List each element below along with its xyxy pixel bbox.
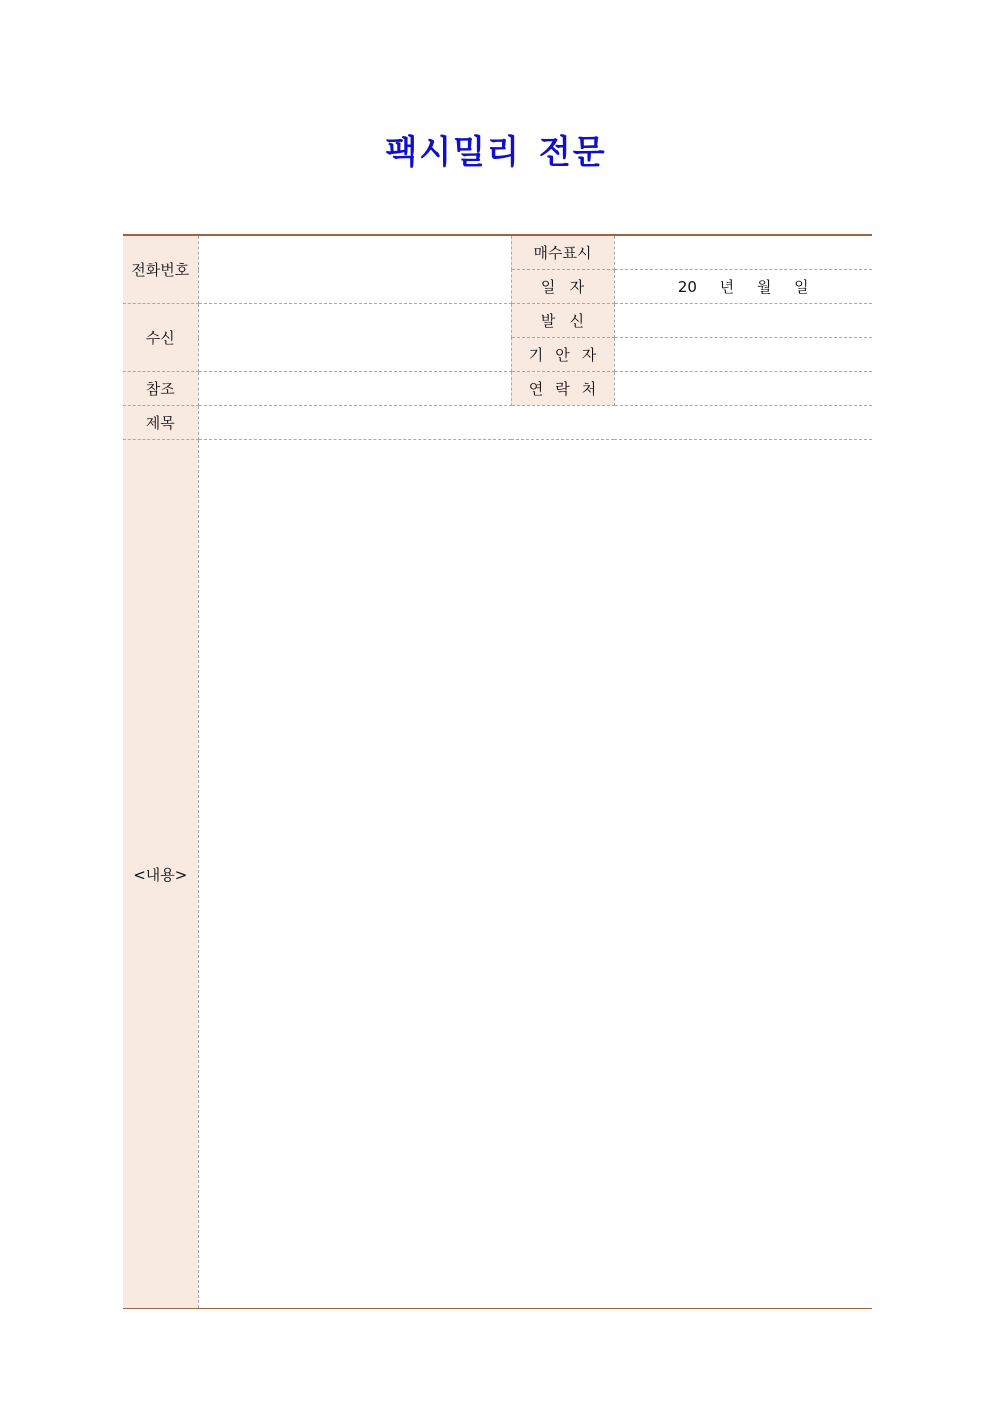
sender-label: 발 신 xyxy=(511,304,614,338)
page-title xyxy=(0,126,992,173)
date-label: 일 자 xyxy=(511,270,614,304)
copies-label: 매수표시 xyxy=(511,235,614,270)
recipient-field[interactable] xyxy=(198,304,511,372)
contact-label: 연락처 xyxy=(511,372,614,406)
content-label: <내용> xyxy=(123,440,198,1309)
title-part-2: 전문 xyxy=(538,132,607,171)
contact-field[interactable] xyxy=(614,372,872,406)
fax-form-table xyxy=(123,234,872,1309)
phone-label: 전화번호 xyxy=(123,235,198,304)
drafter-label: 기안자 xyxy=(511,338,614,372)
date-field[interactable]: 20 년 월 일 xyxy=(614,270,872,304)
subject-label: 제목 xyxy=(123,406,198,440)
subject-field[interactable] xyxy=(198,406,872,440)
recipient-label: 수신 xyxy=(123,304,198,372)
content-area[interactable] xyxy=(198,440,872,1309)
cc-label: 참조 xyxy=(123,372,198,406)
copies-field[interactable] xyxy=(614,235,872,270)
sender-field[interactable] xyxy=(614,304,872,338)
cc-field[interactable] xyxy=(198,372,511,406)
phone-field[interactable] xyxy=(198,235,511,304)
drafter-field[interactable] xyxy=(614,338,872,372)
title-part-1: 팩시밀리 xyxy=(385,132,521,171)
